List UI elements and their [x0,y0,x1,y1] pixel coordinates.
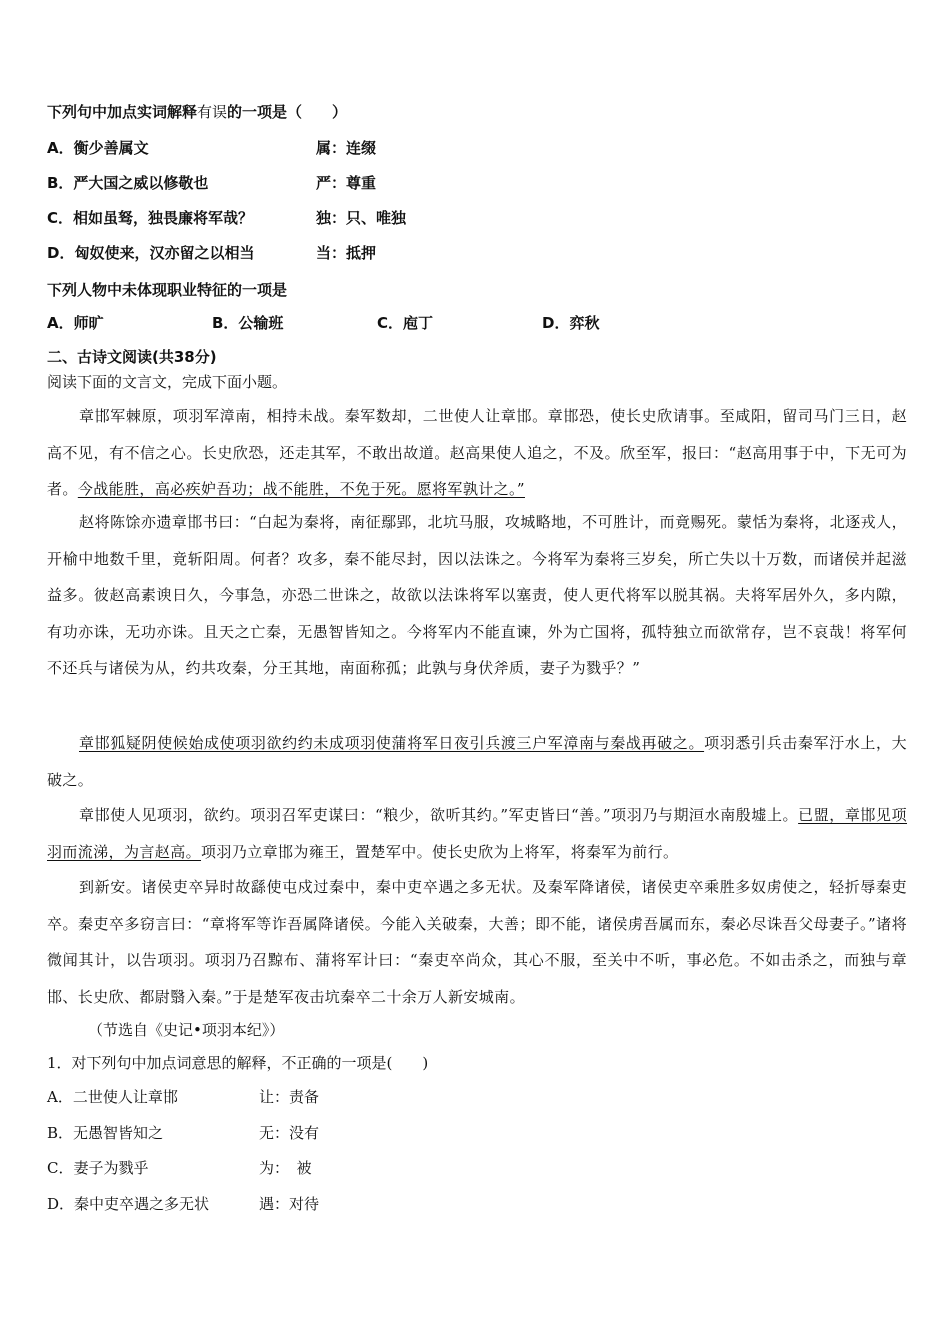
subquestion1-option-d: D．秦中吏卒遇之多无状 [47,1195,210,1213]
question1-gloss-a: 属：连缀 [316,139,377,157]
question1-gloss-c: 独：只、唯独 [316,209,407,227]
passage-p3-underlined: 章邯狐疑阴使候始成使项羽欲约约未成项羽使蒲将军日夜引兵渡三户军漳南与秦战再破之。 [79,734,705,752]
question2-option-c: C．庖丁 [377,314,434,332]
subquestion1-gloss-d: 遇：对待 [259,1195,320,1213]
passage-paragraph-5: 到新安。诸侯吏卒异时故繇使屯戍过秦中，秦中吏卒遇之多无状。及秦军降诸侯，诸侯吏卒乘胜多奴虏使之，轻折辱秦吏卒。秦吏卒多窃言曰：“章将军等诈吾属降诸侯。今能入关破秦，大善；即不能，诸侯虏吾属而东，秦必尽诛吾父母妻子。”诸将微闻其计，以告项羽。项羽乃召黥布、蒲将军计曰：“秦吏卒尚众，其心不服，至关中不听，事必危。不如击杀之，而独与章邯、长史欣、都尉翳入秦。”于是楚军夜击坑秦卒二十余万人新安城南。 [47,878,907,1006]
passage-paragraph-4 [47,797,907,870]
question1-gloss-b: 严：尊重 [316,174,377,192]
question2-option-a: A．师旷 [47,314,104,332]
question1-stem-c: 的一项是（ ） [227,103,348,121]
subquestion1-gloss-c: 为： 被 [259,1159,312,1177]
passage-paragraph-3 [47,725,907,798]
subquestion1-option-a: A．二世使人让章邯 [47,1088,178,1106]
question1-option-a: A．衡少善属文 [47,139,149,157]
passage-source: （节选自《史记•项羽本纪》） [88,1021,285,1039]
question2-stem: 下列人物中未体现职业特征的一项是 [47,281,288,299]
question1-option-c: C．相如虽驽，独畏廉将军哉？ [47,209,254,227]
section-heading: 二、古诗文阅读(共38分) [47,348,217,366]
question1-stem-emphasis: 有误 [197,103,228,121]
passage-p4-text-a: 章邯使人见项羽，欲约。项羽召军吏谋曰：“粮少，欲听其约。”军吏皆曰“善。”项羽乃与期洹水南殷墟上。 [79,806,799,824]
passage-p3-text: 项羽悉引兵击秦军汙水上，大破之。 [47,734,907,789]
subquestion1-option-c: C．妻子为戮乎 [47,1159,149,1177]
passage-p1-underlined: 今战能胜，高必疾妒吾功；战不能胜，不免于死。愿将军孰计之。” [77,480,525,498]
passage-p1-text: 章邯军棘原，项羽军漳南，相持未战。秦军数却，二世使人让章邯。章邯恐，使长史欣请事。至咸阳，留司马门三日，赵高不见，有不信之心。长史欣恐，还走其军，不敢出故道。赵高果使人追之，不及。欣至军，报曰：“赵高用事于中，下无可为者。 [47,407,907,498]
question1-gloss-d: 当：抵押 [316,244,377,262]
question2-option-b: B．公输班 [212,314,284,332]
subquestion1-gloss-a: 让：责备 [259,1088,320,1106]
passage-paragraph-2: 赵将陈馀亦遗章邯书曰：“白起为秦将，南征鄢郢，北坑马服，攻城略地，不可胜计，而竟赐死。蒙恬为秦将，北逐戎人，开榆中地数千里，竟斩阳周。何者？攻多，秦不能尽封，因以法诛之。今将军为秦将三岁矣，所亡失以十万数，而诸侯并起滋益多。彼赵高素谀日久，今事急，亦恐二世诛之，故欲以法诛将军以塞责，使人更代将军以脱其祸。夫将军居外久，多内隙，有功亦诛，无功亦诛。且天之亡秦，无愚智皆知之。今将军内不能直谏，外为亡国将，孤特独立而欲常存，岂不哀哉！将军何不还兵与诸侯为从，约共攻秦，分王其地，南面称孤；此孰与身伏斧质，妻子为戮乎？” [47,513,907,677]
passage-p4-underlined: 已盟，章邯见项羽而流涕，为言赵高。 [47,806,907,861]
question1-stem [47,101,347,123]
section-instruction: 阅读下面的文言文，完成下面小题。 [47,373,288,391]
subquestion1-stem: 1．对下列句中加点词意思的解释，不正确的一项是( ) [47,1054,429,1072]
subquestion1-gloss-b: 无：没有 [259,1124,320,1142]
question1-stem-a: 下列句中加点实词解释 [47,103,198,121]
passage-p4-text-b: 项羽乃立章邯为雍王，置楚军中。使长史欣为上将军，将秦军为前行。 [201,842,679,861]
subquestion1-option-b: B．无愚智皆知之 [47,1124,164,1142]
question1-option-d: D．匈奴使来，汉亦留之以相当 [47,244,255,262]
question2-option-d: D．弈秋 [542,314,600,332]
passage-paragraph-1 [47,398,907,508]
question1-option-b: B．严大国之威以修敬也 [47,174,209,192]
